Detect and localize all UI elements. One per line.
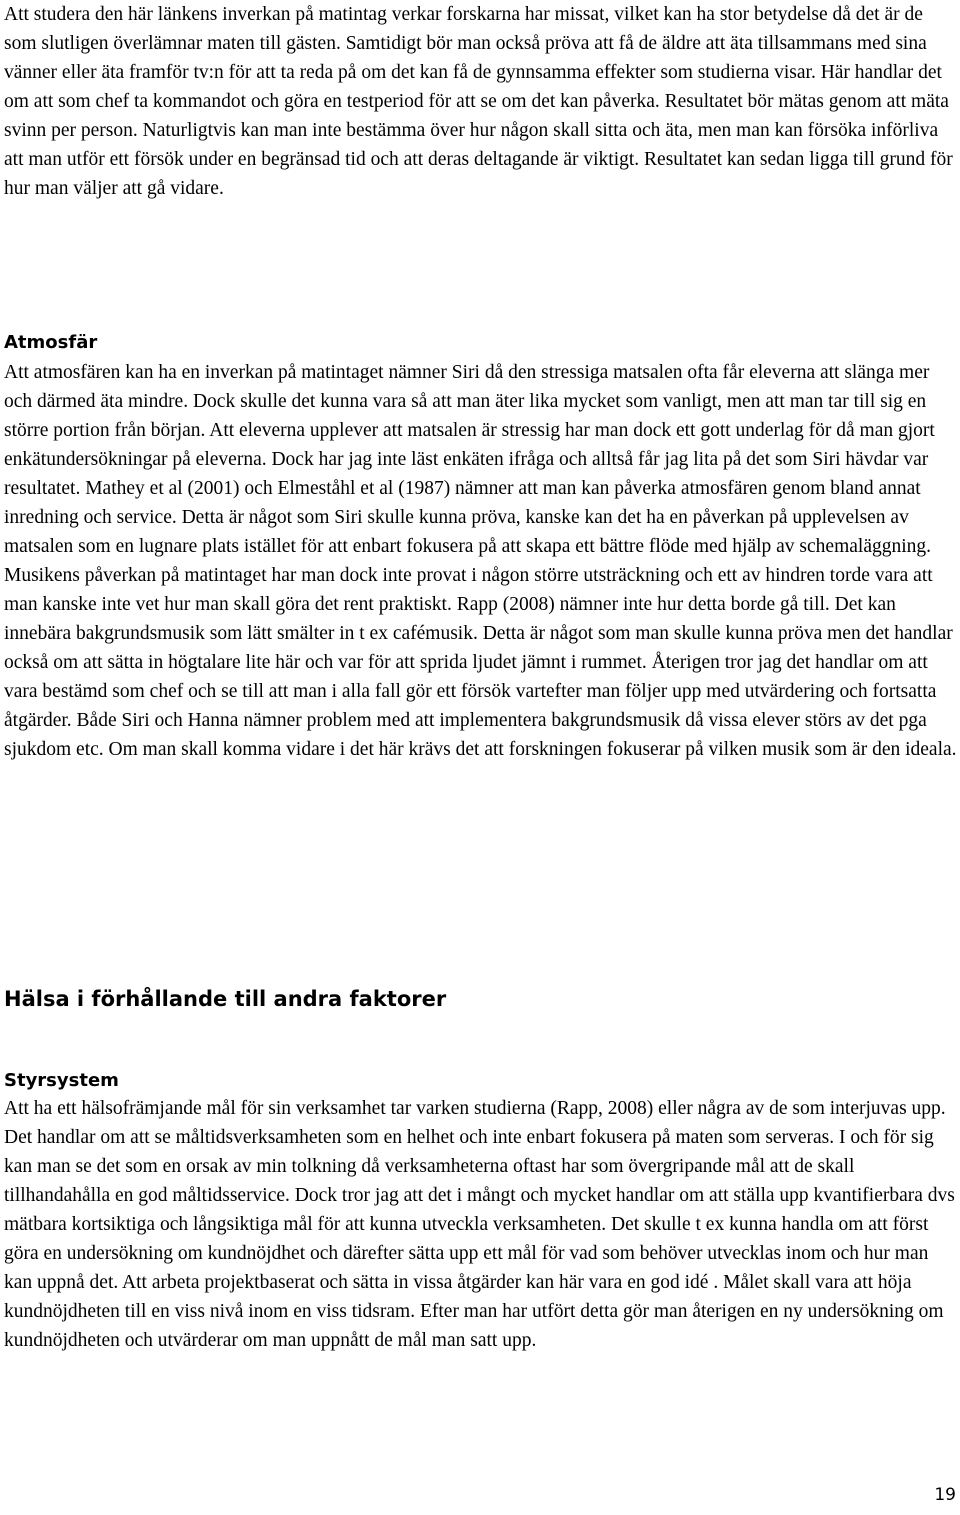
heading-styrsystem: Styrsystem [4, 1070, 119, 1091]
paragraph-atmosfar: Att atmosfären kan ha en inverkan på matintaget nämner Siri då den stressiga matsalen ofta får eleverna att slänga mer och därmed äta mindre. Dock skulle det kunna vara så att man äter lika mycket som vanligt, men att man tar till sig en större portion från början. Att eleverna upplever att matsalen är stressig har man dock ett gott underlag för då man gjort enkätundersökningar på eleverna. Dock har jag inte läst enkäten ifråga och alltså får jag lita på det som Siri hävdar var resultatet. Mathey et al (2001) och Elmeståhl et al (1987) nämner att man kan påverka atmosfären genom bland annat inredning och service. Detta är något som Siri skulle kunna pröva, kanske kan det ha en påverkan på upplevelsen av matsalen som en lugnare plats istället för att enbart fokusera på att skapa ett bättre flöde med hjälp av schemaläggning. Musikens påverkan på matintaget har man dock inte provat i någon större utsträckning och ett av hindren torde vara att man kanske inte vet hur man skall göra det rent praktiskt. Rapp (2008) nämner inte hur detta borde gå till. Det kan innebära bakgrundsmusik som lätt smälter in t ex cafémusik. Detta är något som man skulle kunna pröva men det handlar också om att sätta in högtalare lite här och var för att sprida ljudet jämnt i rummet. Återigen tror jag det handlar om att vara bestämd som chef och se till att man i alla fall gör ett försök vartefter man följer upp med utvärdering och fortsatta åtgärder. Både Siri och Hanna nämner problem med att implementera bakgrundsmusik då vissa elever störs av det pga sjukdom etc. Om man skall komma vidare i det här krävs det att forskningen fokuserar på vilken musik som är den ideala. [4, 362, 957, 760]
heading-halsa: Hälsa i förhållande till andra faktorer [4, 987, 447, 1011]
heading-atmosfar: Atmosfär [4, 332, 98, 353]
paragraph-styrsystem: Att ha ett hälsofrämjande mål för sin verksamhet tar varken studierna (Rapp, 2008) eller några av de som interjuvas upp. Det handlar om att se måltidsverksamheten som en helhet och inte enbart fokusera på maten som serveras. I och för sig kan man se det som en orsak av min tolkning då verksamheterna oftast har som övergripande mål att de skall tillhandahålla en god måltidsservice. Dock tror jag att det i mångt och mycket handlar om att ställa upp kvantifierbara dvs mätbara kortsiktiga och långsiktiga mål för att kunna utveckla verksamheten. Det skulle t ex kunna handla om att först göra en undersökning om kundnöjdhet och därefter sätta upp ett mål för vad som behöver utvecklas inom och hur man kan uppnå det. Att arbeta projektbaserat och sätta in vissa åtgärder kan här vara en god idé . Målet skall vara att höja kundnöjdheten till en viss nivå inom en viss tidsram. Efter man har utfört detta gör man återigen en ny undersökning om kundnöjdheten och utvärderar om man uppnått de mål man satt upp. [4, 1098, 955, 1351]
page-number: 19 [934, 1485, 956, 1505]
paragraph-intro: Att studera den här länkens inverkan på matintag verkar forskarna har missat, vilket kan ha stor betydelse då det är de som slutligen överlämnar maten till gästen. Samtidigt bör man också pröva att få de äldre att äta tillsammans med sina vänner eller äta framför tv:n för att ta reda på om det kan få de gynnsamma effekter som studierna visar. Här handlar det om att som chef ta kommandot och göra en testperiod för att se om det kan påverka. Resultatet bör mätas genom att mäta svinn per person. Naturligtvis kan man inte bestämma över hur någon skall sitta och äta, men man kan försöka införliva att man utför ett försök under en begränsad tid och att deras deltagande är viktigt. Resultatet kan sedan ligga till grund för hur man väljer att gå vidare. [4, 4, 953, 199]
